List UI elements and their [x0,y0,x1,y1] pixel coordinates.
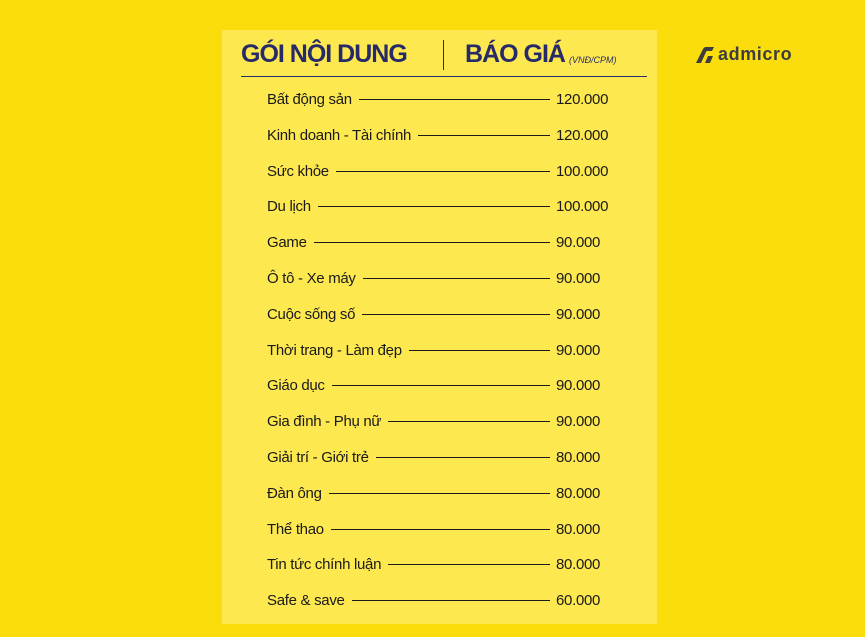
category-price: 120.000 [556,126,609,144]
price-row [267,521,615,557]
category-price: 80.000 [556,484,601,502]
price-table-header [241,38,647,77]
price-row [267,592,615,628]
dotted-leader [388,421,550,422]
category-price: 60.000 [556,592,601,610]
price-row [267,270,615,306]
category-price: 80.000 [556,556,601,574]
dotted-leader [336,171,550,172]
dotted-leader [332,385,550,386]
category-label: Du lịch [267,198,311,216]
header-divider [443,40,444,70]
quote-heading: BÁO GIÁ [465,40,565,68]
price-row [267,163,615,199]
category-label: Kinh doanh - Tài chính [267,126,412,144]
dotted-leader [418,135,550,136]
category-label: Ô tô - Xe máy [267,269,356,287]
category-label: Sức khỏe [267,162,329,180]
category-price: 80.000 [556,448,601,466]
category-label: Đàn ông [267,484,322,502]
dotted-leader [388,564,550,565]
dotted-leader [352,600,550,601]
category-price: 120.000 [556,91,609,108]
category-price: 90.000 [556,377,601,395]
category-label: Bất động sản [267,91,352,108]
dotted-leader [329,493,550,494]
price-row [267,234,615,270]
price-row [267,449,615,485]
category-price: 90.000 [556,413,601,431]
dotted-leader [331,529,550,530]
category-price: 90.000 [556,305,601,323]
price-row [267,198,615,234]
price-row [267,127,615,163]
category-price: 90.000 [556,269,601,287]
category-price: 100.000 [556,162,609,180]
admicro-wordmark: admicro [718,44,793,64]
dotted-leader [359,99,550,100]
category-label: Game [267,234,307,252]
category-label: Cuộc sống số [267,305,356,323]
price-row [267,556,615,592]
price-row [267,413,615,449]
category-label: Safe & save [267,592,345,610]
price-list [267,91,615,628]
dotted-leader [363,278,550,279]
admicro-logo-icon [694,46,716,64]
category-price: 80.000 [556,520,601,538]
category-price: 90.000 [556,234,601,252]
category-price: 100.000 [556,198,609,216]
category-label: Giáo dục [267,377,325,395]
dotted-leader [376,457,550,458]
admicro-logo [694,44,792,65]
dotted-leader [318,206,550,207]
dotted-leader [362,314,550,315]
price-row [267,91,615,127]
category-label: Tin tức chính luận [267,556,382,574]
category-price: 90.000 [556,341,601,359]
price-row [267,485,615,521]
category-label: Gia đình - Phụ nữ [267,413,382,431]
price-unit: (VNĐ/CPM) [569,55,617,65]
category-label: Thời trang - Làm đẹp [267,341,402,359]
category-label: Thể thao [267,520,324,538]
content-package-heading: GÓI NỘI DUNG [241,40,407,68]
category-label: Giải trí - Giới trẻ [267,448,369,466]
price-card [222,30,657,624]
price-row [267,342,615,378]
price-row [267,377,615,413]
dotted-leader [409,350,550,351]
dotted-leader [314,242,550,243]
price-row [267,306,615,342]
